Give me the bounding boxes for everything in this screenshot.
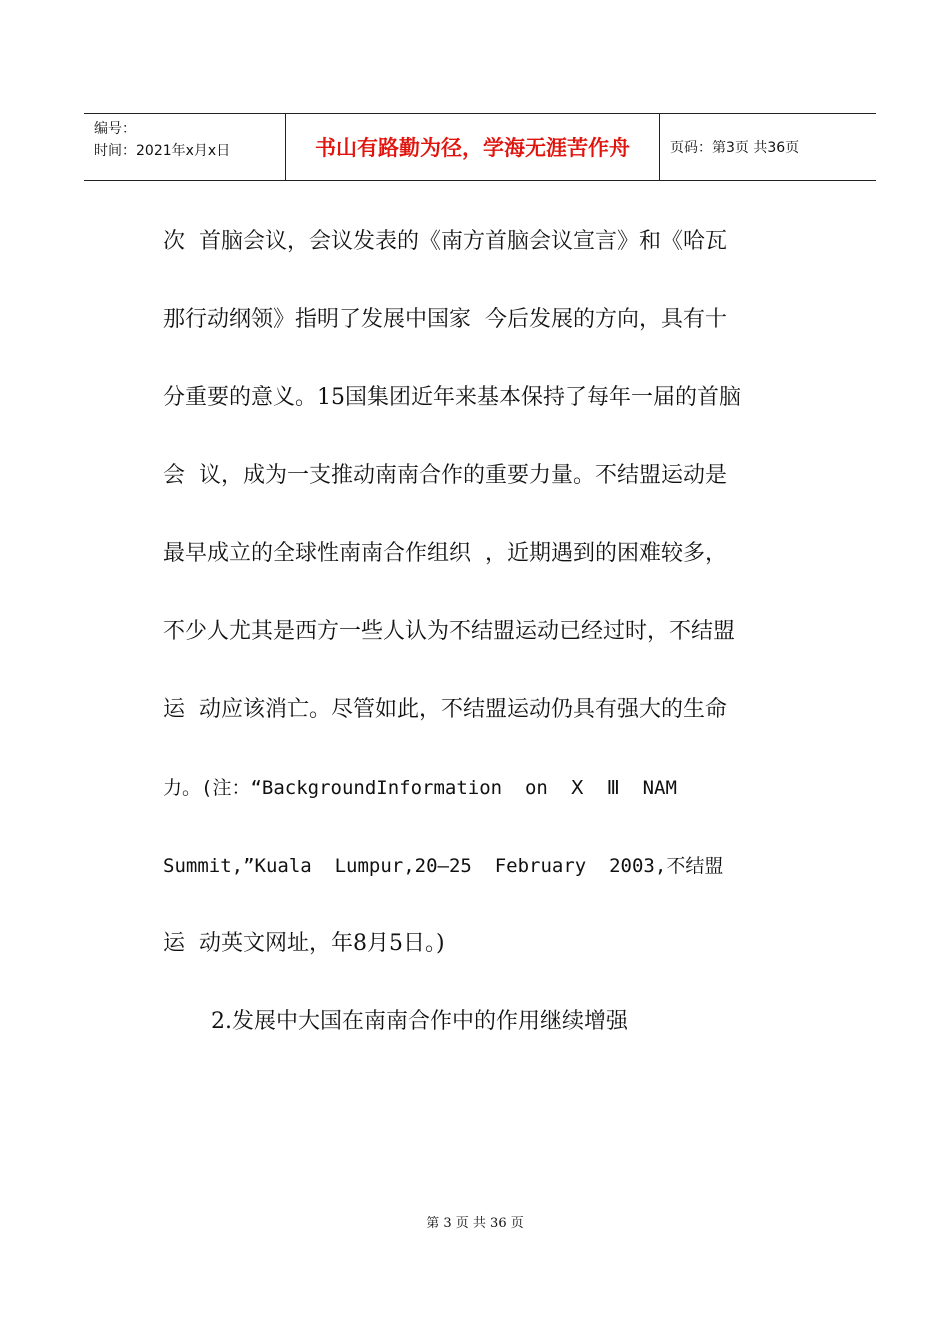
body-line: 不少人尤其是西方一些人认为不结盟运动已经过时，不结盟 [163, 619, 736, 644]
body-line: 分重要的意义。15国集团近年来基本保持了每年一届的首脑 [163, 385, 741, 410]
header-page-info: 页码：第3页 共36页 [670, 140, 800, 156]
page-footer: 第 3 页 共 36 页 [426, 1216, 524, 1231]
document-body [163, 218, 803, 1076]
body-line: 运 动英文网址，年8月5日。) [163, 931, 445, 956]
header-motto: 书山有路勤为径，学海无涯苦作舟 [315, 136, 630, 160]
body-line: 会 议，成为一支推动南南合作的重要力量。不结盟运动是 [163, 463, 727, 488]
document-number-label: 编号： [94, 121, 136, 137]
body-line: Summit,”Kuala Lumpur,20—25 February 2003,不结盟 [163, 855, 724, 877]
section-heading: 2.发展中大国在南南合作中的作用继续增强 [211, 1009, 628, 1034]
header-meta [84, 114, 286, 180]
body-line: 运 动应该消亡。尽管如此，不结盟运动仍具有强大的生命 [163, 697, 727, 722]
document-time-label: 时间：2021年x月x日 [94, 143, 231, 159]
header-motto-cell [286, 114, 660, 180]
body-line: 最早成立的全球性南南合作组织 ，近期遇到的困难较多， [163, 541, 727, 566]
body-line: 次 首脑会议，会议发表的《南方首脑会议宣言》和《哈瓦 [163, 229, 727, 254]
document-header [84, 113, 876, 181]
body-line: 那行动纲领》指明了发展中国家 今后发展的方向，具有十 [163, 307, 727, 332]
body-line: 力。(注：“BackgroundInformation on Ⅹ Ⅲ NAM [163, 777, 677, 799]
